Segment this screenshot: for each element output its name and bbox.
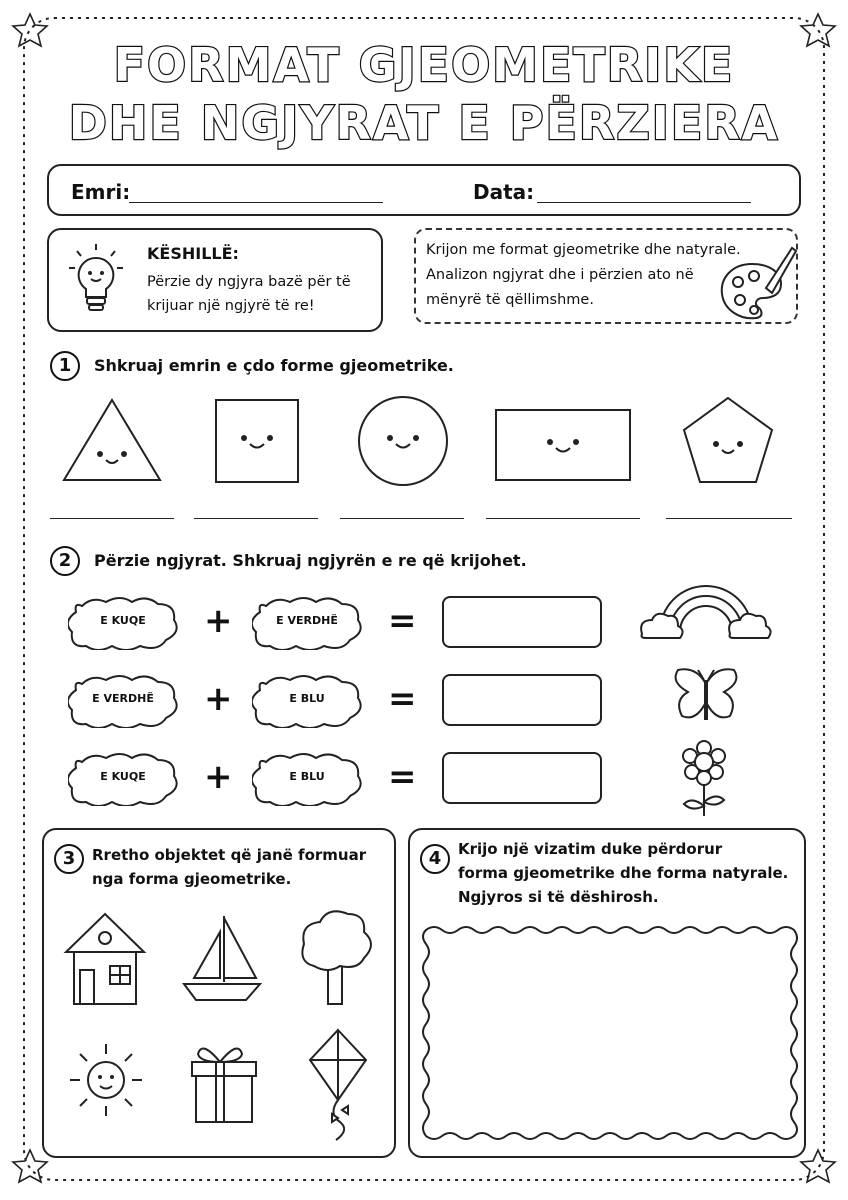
section-4-instruction-2: forma gjeometrike dhe forma natyrale.: [458, 864, 789, 882]
row-3-color-a: E KUQE: [100, 770, 146, 783]
section-4-instruction-1: Krijo një vizatim duke përdorur: [458, 840, 723, 858]
sun-icon[interactable]: [66, 1040, 146, 1120]
tip-box: [47, 228, 383, 332]
kite-icon[interactable]: [306, 1026, 370, 1142]
row-1-color-b: E VERDHË: [276, 614, 338, 627]
row-2-color-a: E VERDHË: [92, 692, 154, 705]
row-1-color-a: E KUQE: [100, 614, 146, 627]
name-label: Emri:: [71, 180, 131, 204]
row-3-color-b: E BLU: [289, 770, 325, 783]
section-1-instruction: Shkruaj emrin e çdo forme gjeometrike.: [94, 356, 454, 375]
plus-sign: +: [204, 757, 233, 797]
house-icon[interactable]: [62, 910, 148, 1008]
date-field[interactable]: [537, 202, 751, 203]
rectangle-shape: [494, 408, 632, 482]
section-4-box: [408, 828, 806, 1158]
row-2-color-b: E BLU: [289, 692, 325, 705]
section-3-instruction-2: nga forma gjeometrike.: [92, 870, 292, 888]
name-field[interactable]: [129, 202, 383, 203]
objective-line-1: Krijon me format gjeometrike dhe natyrale.: [426, 242, 741, 258]
tip-text-1: Përzie dy ngjyra bazë për të: [147, 274, 351, 290]
answer-line-pentagon[interactable]: [666, 518, 792, 519]
plus-sign: +: [204, 601, 233, 641]
flower-icon: [672, 740, 736, 820]
butterfly-icon: [668, 664, 744, 732]
lightbulb-icon: [61, 240, 131, 322]
tree-icon[interactable]: [296, 908, 376, 1008]
rainbow-icon: [636, 582, 776, 652]
section-3-number: 3: [54, 844, 84, 874]
objective-line-2: Analizon ngjyrat dhe i përzien ato në: [426, 267, 694, 283]
tip-text-2: krijuar një ngjyrë të re!: [147, 298, 315, 314]
triangle-shape: [60, 396, 164, 484]
date-label: Data:: [473, 180, 535, 204]
objective-line-3: mënyrë të qëllimshme.: [426, 292, 594, 308]
square-shape: [214, 398, 300, 484]
section-2-instruction: Përzie ngjyrat. Shkruaj ngjyrën e re që krijohet.: [94, 551, 527, 570]
gift-icon[interactable]: [188, 1040, 260, 1126]
equals-sign: =: [388, 601, 417, 641]
name-date-box: [47, 164, 801, 216]
title-line-1: FORMAT GJEOMETRIKE: [113, 38, 735, 92]
row-2-answer-box[interactable]: [442, 674, 602, 726]
section-4-instruction-3: Ngjyros si të dëshirosh.: [458, 888, 659, 906]
answer-line-circle[interactable]: [340, 518, 464, 519]
section-3-instruction-1: Rretho objektet që janë formuar: [92, 846, 367, 864]
answer-line-square[interactable]: [194, 518, 318, 519]
drawing-area[interactable]: [418, 922, 800, 1152]
circle-shape: [356, 394, 450, 488]
pentagon-shape: [680, 394, 776, 486]
section-3-box: [42, 828, 396, 1158]
plus-sign: +: [204, 679, 233, 719]
row-3-answer-box[interactable]: [442, 752, 602, 804]
tip-heading: KËSHILLË:: [147, 244, 239, 263]
title-line-2: DHE NGJYRAT E PËRZIERA: [68, 96, 780, 150]
palette-icon: [716, 244, 800, 328]
answer-line-rectangle[interactable]: [486, 518, 640, 519]
sailboat-icon[interactable]: [180, 912, 264, 1008]
answer-line-triangle[interactable]: [50, 518, 174, 519]
section-1-number: 1: [50, 351, 80, 381]
equals-sign: =: [388, 679, 417, 719]
equals-sign: =: [388, 757, 417, 797]
row-1-answer-box[interactable]: [442, 596, 602, 648]
section-4-number: 4: [420, 844, 450, 874]
section-2-number: 2: [50, 546, 80, 576]
